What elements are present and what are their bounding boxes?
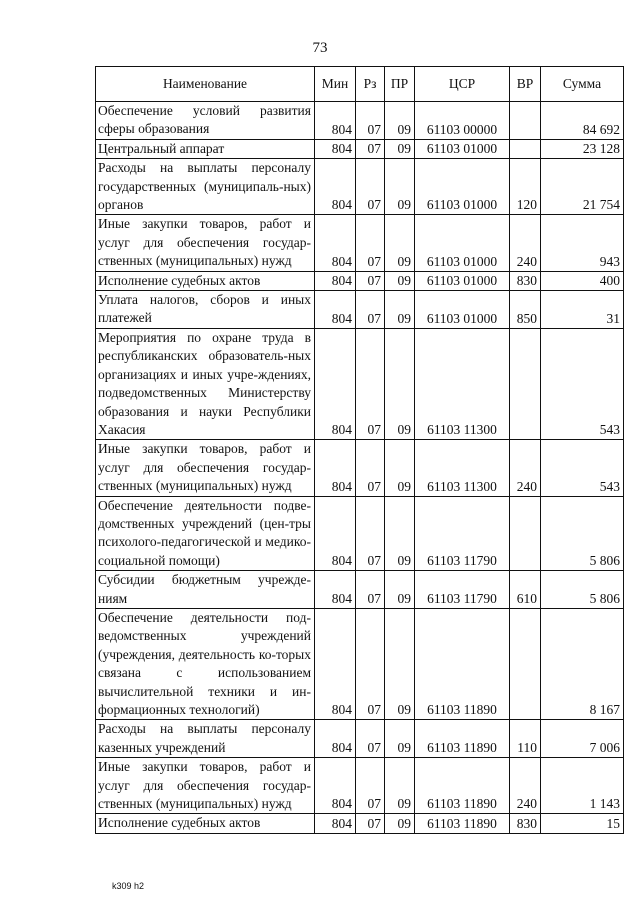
cell-pr: 09	[385, 440, 415, 496]
cell-name: Центральный аппарат	[96, 139, 315, 158]
cell-vr: 850	[510, 291, 541, 329]
table-row	[96, 496, 624, 571]
cell-rz: 07	[356, 571, 385, 609]
cell-rz: 07	[356, 215, 385, 271]
cell-name: Субсидии бюджетным учрежде-ниям	[96, 571, 315, 609]
cell-min: 804	[315, 720, 356, 758]
cell-vr: 830	[510, 814, 541, 833]
cell-name: Обеспечение деятельности под-ведомственных учреждений (учреждения, деятельность ко-торых связана с использованием вычислительной техники и ин-формационных технологий)	[96, 608, 315, 719]
cell-vr: 240	[510, 440, 541, 496]
cell-csr: 61103 11300	[415, 440, 510, 496]
cell-vr	[510, 139, 541, 158]
cell-min: 804	[315, 608, 356, 719]
table-row	[96, 102, 624, 140]
cell-rz: 07	[356, 159, 385, 215]
cell-sum: 15	[541, 814, 624, 833]
cell-sum: 543	[541, 440, 624, 496]
header-sum: Сумма	[541, 67, 624, 102]
cell-csr: 61103 01000	[415, 291, 510, 329]
cell-csr: 61103 11890	[415, 814, 510, 833]
cell-sum: 5 806	[541, 496, 624, 571]
cell-vr: 240	[510, 215, 541, 271]
cell-min: 804	[315, 271, 356, 290]
cell-sum: 21 754	[541, 159, 624, 215]
table-body	[96, 102, 624, 834]
table-row	[96, 291, 624, 329]
cell-sum: 943	[541, 215, 624, 271]
cell-sum: 84 692	[541, 102, 624, 140]
cell-sum: 7 006	[541, 720, 624, 758]
cell-rz: 07	[356, 328, 385, 439]
table-row	[96, 271, 624, 290]
cell-name: Уплата налогов, сборов и иных платежей	[96, 291, 315, 329]
cell-csr: 61103 01000	[415, 215, 510, 271]
cell-pr: 09	[385, 271, 415, 290]
cell-csr: 61103 11890	[415, 608, 510, 719]
cell-csr: 61103 01000	[415, 271, 510, 290]
table-header-row	[96, 67, 624, 102]
cell-pr: 09	[385, 758, 415, 814]
cell-name: Расходы на выплаты персоналу казенных учреждений	[96, 720, 315, 758]
cell-pr: 09	[385, 496, 415, 571]
cell-sum: 5 806	[541, 571, 624, 609]
cell-vr: 120	[510, 159, 541, 215]
cell-csr: 61103 11300	[415, 328, 510, 439]
table-row	[96, 328, 624, 439]
cell-rz: 07	[356, 291, 385, 329]
cell-min: 804	[315, 159, 356, 215]
table-row	[96, 159, 624, 215]
cell-min: 804	[315, 328, 356, 439]
cell-rz: 07	[356, 608, 385, 719]
header-csr: ЦСР	[415, 67, 510, 102]
cell-csr: 61103 11790	[415, 496, 510, 571]
footer-code: k309 h2	[112, 881, 145, 891]
cell-min: 804	[315, 440, 356, 496]
header-rz: Рз	[356, 67, 385, 102]
cell-csr: 61103 01000	[415, 139, 510, 158]
cell-sum: 31	[541, 291, 624, 329]
cell-pr: 09	[385, 571, 415, 609]
cell-min: 804	[315, 496, 356, 571]
header-min: Мин	[315, 67, 356, 102]
cell-vr: 610	[510, 571, 541, 609]
table-row	[96, 758, 624, 814]
cell-sum: 1 143	[541, 758, 624, 814]
cell-pr: 09	[385, 328, 415, 439]
budget-table	[95, 66, 624, 834]
header-pr: ПР	[385, 67, 415, 102]
cell-pr: 09	[385, 139, 415, 158]
cell-pr: 09	[385, 159, 415, 215]
cell-min: 804	[315, 814, 356, 833]
cell-vr: 110	[510, 720, 541, 758]
cell-min: 804	[315, 215, 356, 271]
table-row	[96, 608, 624, 719]
cell-name: Иные закупки товаров, работ и услуг для обеспечения государ-ственных (муниципальных) нужд	[96, 758, 315, 814]
cell-min: 804	[315, 758, 356, 814]
cell-sum: 8 167	[541, 608, 624, 719]
cell-min: 804	[315, 571, 356, 609]
cell-rz: 07	[356, 139, 385, 158]
cell-name: Иные закупки товаров, работ и услуг для обеспечения государ-ственных (муниципальных) нужд	[96, 440, 315, 496]
table-row	[96, 440, 624, 496]
cell-pr: 09	[385, 608, 415, 719]
cell-vr	[510, 328, 541, 439]
cell-rz: 07	[356, 758, 385, 814]
cell-vr: 830	[510, 271, 541, 290]
page-number: 73	[312, 40, 328, 56]
cell-rz: 07	[356, 720, 385, 758]
cell-name: Исполнение судебных актов	[96, 271, 315, 290]
cell-min: 804	[315, 291, 356, 329]
cell-pr: 09	[385, 215, 415, 271]
table-row	[96, 215, 624, 271]
table-row	[96, 720, 624, 758]
cell-csr: 61103 01000	[415, 159, 510, 215]
cell-rz: 07	[356, 102, 385, 140]
cell-sum: 400	[541, 271, 624, 290]
cell-pr: 09	[385, 102, 415, 140]
cell-sum: 543	[541, 328, 624, 439]
cell-pr: 09	[385, 291, 415, 329]
cell-csr: 61103 11890	[415, 758, 510, 814]
cell-name: Обеспечение деятельности подве-домственных учреждений (цен-тры психолого-педагогической и медико-социальной помощи)	[96, 496, 315, 571]
header-vr: ВР	[510, 67, 541, 102]
cell-rz: 07	[356, 271, 385, 290]
cell-name: Исполнение судебных актов	[96, 814, 315, 833]
cell-csr: 61103 00000	[415, 102, 510, 140]
cell-pr: 09	[385, 720, 415, 758]
cell-rz: 07	[356, 440, 385, 496]
cell-name: Иные закупки товаров, работ и услуг для обеспечения государ-ственных (муниципальных) нужд	[96, 215, 315, 271]
cell-sum: 23 128	[541, 139, 624, 158]
cell-name: Мероприятия по охране труда в республиканских образователь-ных организациях и иных учре-ждениях, подведомственных Министерству образования и науки Республики Хакасия	[96, 328, 315, 439]
cell-min: 804	[315, 139, 356, 158]
cell-min: 804	[315, 102, 356, 140]
cell-vr	[510, 496, 541, 571]
cell-name: Расходы на выплаты персоналу государственных (муниципаль-ных) органов	[96, 159, 315, 215]
table-row	[96, 571, 624, 609]
table-row	[96, 814, 624, 833]
table-row	[96, 139, 624, 158]
cell-name: Обеспечение условий развития сферы образования	[96, 102, 315, 140]
header-name: Наименование	[96, 67, 315, 102]
cell-vr	[510, 608, 541, 719]
cell-rz: 07	[356, 496, 385, 571]
cell-rz: 07	[356, 814, 385, 833]
cell-vr	[510, 102, 541, 140]
cell-csr: 61103 11890	[415, 720, 510, 758]
cell-pr: 09	[385, 814, 415, 833]
cell-csr: 61103 11790	[415, 571, 510, 609]
cell-vr: 240	[510, 758, 541, 814]
